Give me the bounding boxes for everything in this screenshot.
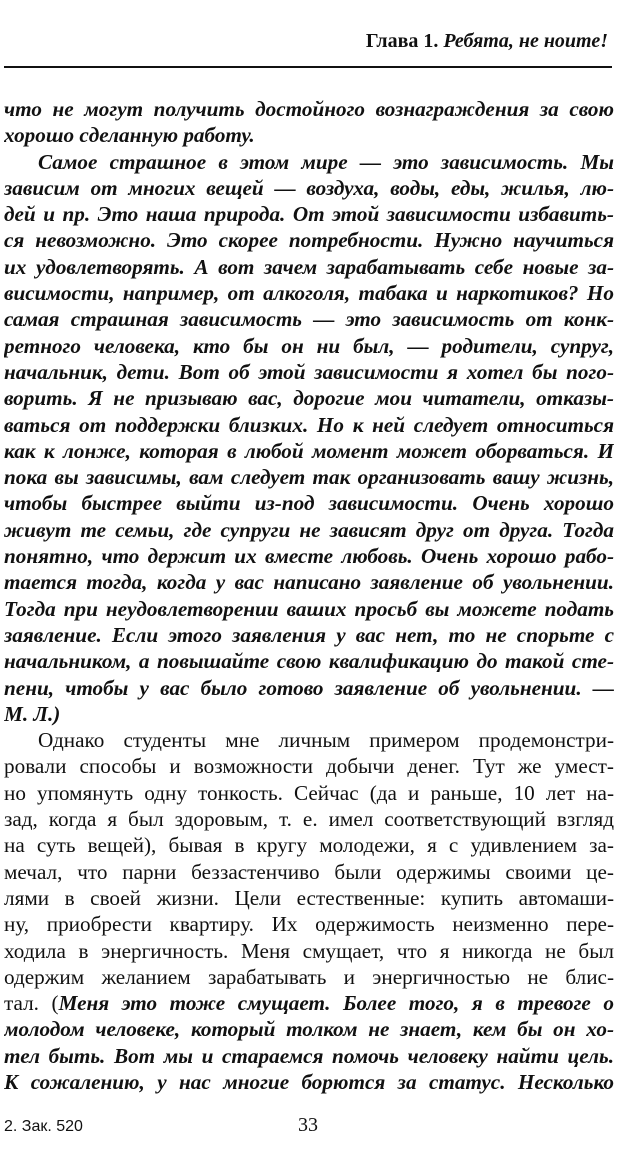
text-line-mixed [4, 990, 614, 1016]
text-line: зависим от многих вещей — воздуха, воды, еды, жилья, лю- [4, 175, 614, 200]
text-line: заявление. Если этого заявления у вас нет, то не спорьте с [4, 622, 614, 647]
text-line: их удовлетворять. А вот зачем зарабатывать себе новые за- [4, 254, 614, 279]
chapter-number: Глава 1. [365, 30, 439, 52]
text-line: лями в своей жизни. Цели естественные: купить автомаши- [4, 885, 614, 910]
paragraph-3 [4, 727, 614, 1016]
text-line: ретного человека, кто бы он ни был, — родители, супруг, [4, 333, 614, 358]
text-line: К сожалению, у нас многие борются за статус. Несколько [4, 1069, 614, 1094]
text-line: пока вы зависимы, вам следует так организовать вашу жизнь, [4, 465, 614, 490]
text-line: одержим желанием зарабатывать и энергичностью не блис- [4, 964, 614, 989]
text-fragment-italic: Меня это тоже смущает. Более того, я в тревоге о [58, 991, 614, 1016]
page-number: 33 [298, 1114, 318, 1136]
text-line: зад, когда я был здоровым, т. е. имел соответствующий взгляд [4, 807, 614, 832]
text-line: мечал, что парни беззастенчиво были одержимы своими це- [4, 859, 614, 884]
text-line: самая страшная зависимость — это зависимость от конк- [4, 307, 614, 332]
text-line: хорошо сделанную работу. [4, 123, 255, 148]
text-line: висимости, например, от алкоголя, табака и наркотиков? Но [4, 281, 614, 306]
text-line: Однако студенты мне личным примером продемонстри- [38, 728, 614, 753]
text-line: но упомянуть одну тонкость. Сейчас (да и раньше, 10 лет на- [4, 780, 614, 805]
printing-signature: 2. Зак. 520 [4, 1118, 83, 1135]
text-line: пени, чтобы у вас было готово заявление об увольнении. — [4, 675, 614, 700]
text-line: начальником, а повышайте свою квалификацию до такой сте- [4, 649, 614, 674]
paragraph-1 [4, 96, 614, 149]
text-line: ворить. Я не призываю вас, дорогие мои читатели, отказы- [4, 386, 614, 411]
paragraph-3-italic-tail [4, 1016, 614, 1095]
text-line: ну, приобрести квартиру. Их одержимость неизменно пере- [4, 912, 614, 937]
chapter-title: Ребята, не ноите! [443, 30, 608, 52]
paragraph-2 [4, 149, 614, 728]
page-body [4, 96, 614, 1095]
text-line: ходила в энергичность. Меня смущает, что я никогда не был [4, 938, 614, 963]
text-line: ваться от поддержки близких. Но к ней следует относиться [4, 412, 614, 437]
text-line: ся невозможно. Это скорее потребности. Нужно научиться [4, 228, 614, 253]
text-line: что не могут получить достойного вознаграждения за свою [4, 97, 614, 121]
text-line: тел быть. Вот мы и стараемся помочь человеку найти цель. [4, 1043, 614, 1068]
text-line: Самое страшное в этом мире — это зависимость. Мы [38, 149, 614, 174]
text-line: ровали способы и возможности добычи денег. Тут же умест- [4, 754, 614, 779]
text-line: тается тогда, когда у вас написано заявление об увольнении. [4, 570, 614, 595]
text-line: дей и пр. Это наша природа. От этой зависимости избавить- [4, 202, 614, 227]
text-fragment: тал. ( [4, 991, 59, 1016]
text-line: понятно, что держит их вместе любовь. Очень хорошо рабо- [4, 544, 614, 569]
text-line: начальник, дети. Вот об этой зависимости я хотел бы пого- [4, 359, 614, 384]
text-line: чтобы быстрее выйти из-под зависимости. Очень хорошо [4, 491, 614, 516]
header-rule [4, 66, 612, 68]
text-line: живут те семьи, где супруги не зависят друг от друга. Тогда [4, 517, 614, 542]
running-head [366, 30, 608, 53]
text-line: Тогда при неудовлетворении ваших просьб вы можете подать [4, 596, 614, 621]
text-line: как к лонже, которая в любой момент может оборваться. И [4, 438, 614, 463]
text-line: молодом человеке, который толком не знает, кем бы он хо- [4, 1017, 614, 1042]
text-line: М. Л.) [4, 701, 61, 726]
text-line: на суть вещей), бывая в кругу молодежи, я с удивлением за- [4, 833, 614, 858]
